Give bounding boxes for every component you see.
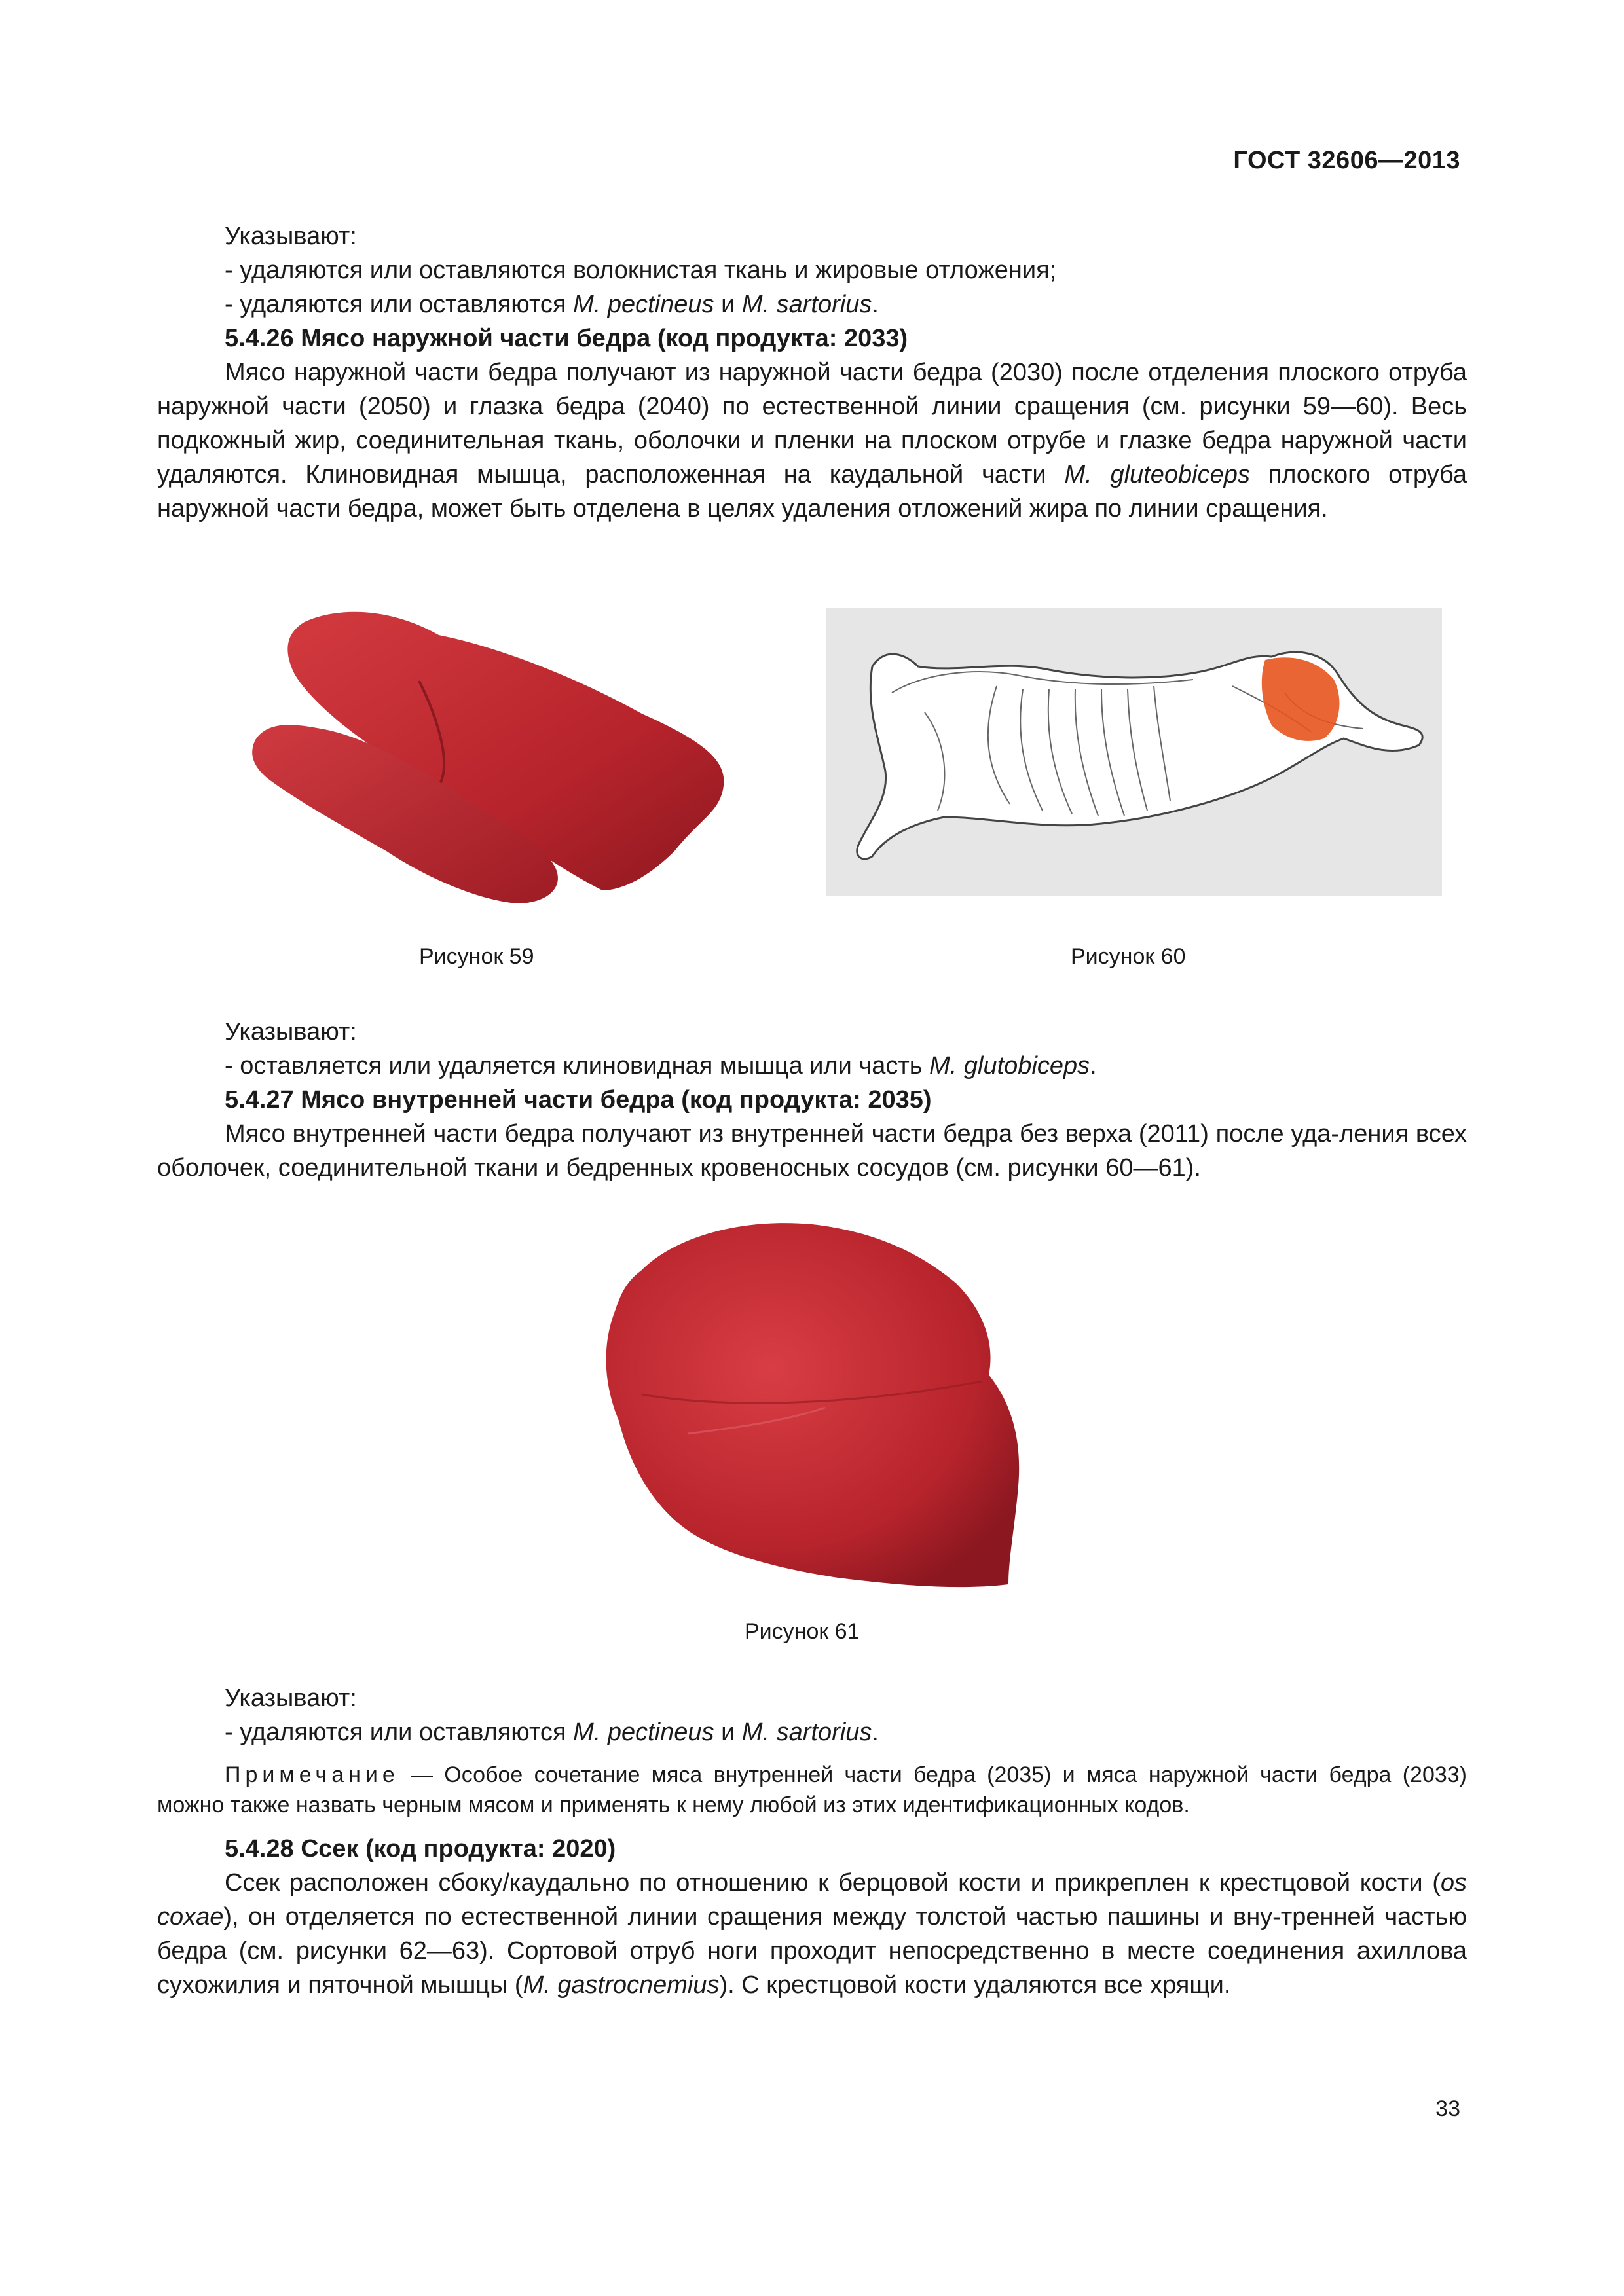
note-block bbox=[157, 1760, 1467, 1820]
figure-60-caption: Рисунок 60 bbox=[1071, 944, 1186, 969]
figure-61-caption: Рисунок 61 bbox=[745, 1619, 860, 1644]
figure-59-caption: Рисунок 59 bbox=[419, 944, 534, 969]
figure-61-meat-image bbox=[589, 1211, 1028, 1604]
page-number: 33 bbox=[1435, 2096, 1460, 2121]
after-figure-61-block bbox=[157, 1681, 1467, 1749]
list-item: - удаляются или оставляются волокнистая ткань и жировые отложения; bbox=[225, 257, 1057, 284]
top-indicate-block bbox=[157, 219, 1467, 526]
list-item: - удаляются или оставляются M. pectineus и M. sartorius. bbox=[225, 291, 879, 318]
section-heading-5-4-27: 5.4.27 Мясо внутренней части бедра (код продукта: 2035) bbox=[225, 1086, 932, 1114]
figure-59-meat-image bbox=[242, 602, 740, 910]
section-heading-5-4-26: 5.4.26 Мясо наружной части бедра (код продукта: 2033) bbox=[225, 325, 908, 352]
section-paragraph: Мясо внутренней части бедра получают из внутренней части бедра без верха (2011) после уда-ления всех оболочек, соединительной ткани и бедренных кровеносных сосудов (см. рисунки 60—61). bbox=[157, 1120, 1467, 1182]
note-label: Примечание bbox=[225, 1762, 399, 1787]
section-heading-5-4-28: 5.4.28 Ссек (код продукта: 2020) bbox=[225, 1835, 616, 1863]
indicate-label: Указывают: bbox=[225, 223, 357, 250]
standard-header: ГОСТ 32606—2013 bbox=[1233, 147, 1460, 174]
list-item: - оставляется или удаляется клиновидная мышца или часть M. glutobiceps. bbox=[225, 1052, 1097, 1080]
note-text: — Особое сочетание мяса внутренней части бедра (2035) и мяса наружной части бедра (2033) можно также назвать черным мясом и применять к нему любой из этих идентификационных кодов. bbox=[157, 1762, 1467, 1817]
figure-60-carcass-diagram bbox=[826, 608, 1442, 896]
section-paragraph: Мясо наружной части бедра получают из наружной части бедра (2030) после отделения плоского отруба наружной части (2050) и глазка бедра (2040) по естественной линии сращения (см. рисунки 59—60). Весь подкожный жир, соединительная ткань, оболочки и пленки на плоском отрубе и глазке бедра наружной части удаляются. Клиновидная мышца, расположенная на каудальной части M. gluteobiceps плоского отруба наружной части бедра, может быть отделена в целях удаления отложений жира по линии сращения. bbox=[157, 359, 1467, 522]
mid-indicate-block bbox=[157, 1015, 1467, 1185]
list-item: - удаляются или оставляются M. pectineus и M. sartorius. bbox=[225, 1719, 879, 1746]
section-paragraph: Ссек расположен сбоку/каудально по отношению к берцовой кости и прикреплен к крестцовой кости (os coxae), он отделяется по естественной линии сращения между толстой частью пашины и вну-тренней частью бедра (см. рисунки 62—63). Сортовой отруб ноги проходит непосредственно в месте соединения ахиллова сухожилия и пяточной мышцы (M. gastrocnemius). С крестцовой кости удаляются все хрящи. bbox=[157, 1869, 1467, 1999]
indicate-label: Указывают: bbox=[225, 1685, 357, 1712]
section-5-4-28-block bbox=[157, 1832, 1467, 2002]
indicate-label: Указывают: bbox=[225, 1018, 357, 1046]
